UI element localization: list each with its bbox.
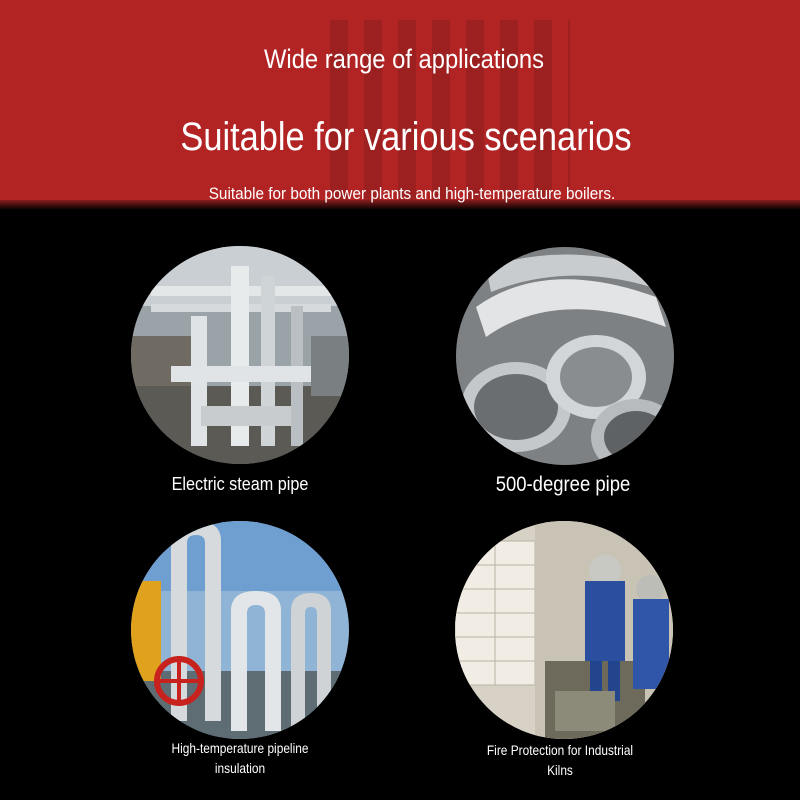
caption-line: Fire Protection for Industrial (486, 742, 634, 758)
caption-500-degree-pipe: 500-degree pipe (495, 473, 631, 496)
caption-line: insulation (214, 760, 266, 776)
insulated-pipeline-valve-photo (131, 521, 349, 739)
caption-line: High-temperature pipeline (171, 740, 309, 756)
galvanized-ducts-photo (456, 247, 674, 465)
kiln-workers-photo (455, 521, 673, 739)
caption-line: Kilns (547, 762, 573, 778)
page-title: Suitable for various scenarios (180, 115, 632, 159)
steam-pipes-photo (131, 246, 349, 464)
caption-kiln-fire-protection (484, 740, 637, 780)
header-banner (0, 0, 800, 208)
header-subtitle: Suitable for both power plants and high-temperature boilers. (208, 184, 616, 203)
caption-pipeline-insulation (164, 738, 317, 778)
caption-electric-steam-pipe: Electric steam pipe (171, 474, 309, 494)
header-kicker: Wide range of applications (263, 44, 545, 74)
